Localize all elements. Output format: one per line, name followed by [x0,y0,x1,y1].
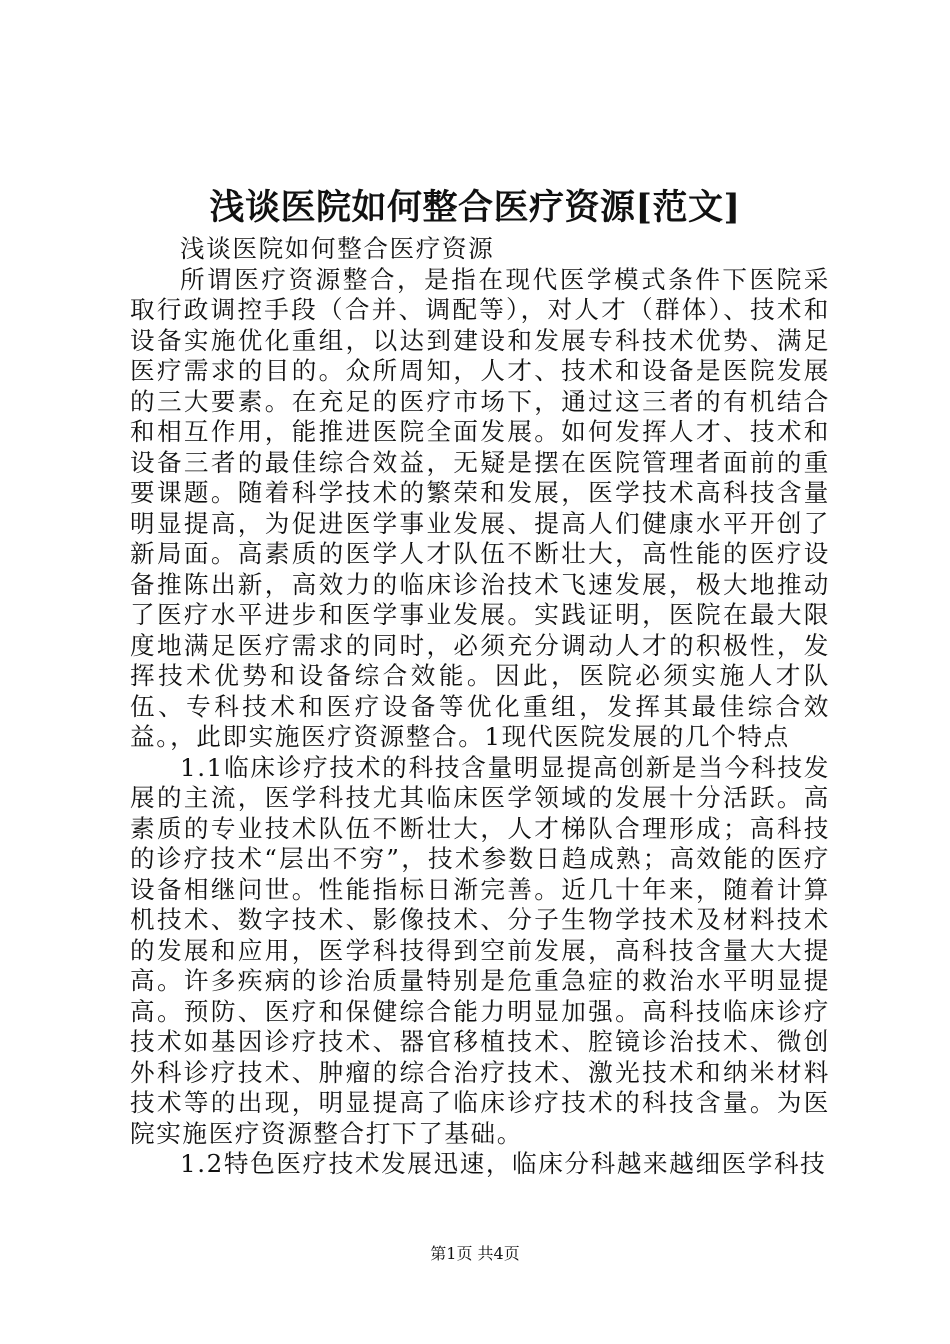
document-body [130,234,830,1180]
page-footer: 第1页 共4页 [430,1244,520,1263]
section-1-1-paragraph: 1.1临床诊疗技术的科技含量明显提高创新是当今科技发展的主流，医学科技尤其临床医学领域的发展十分活跃。高素质的专业技术队伍不断壮大，人才梯队合理形成；高科技的诊疗技术“层出不穷”，技术参数日趋成熟；高效能的医疗设备相继问世。性能指标日渐完善。近几十年来，随着计算机技术、数字技术、影像技术、分子生物学技术及材料技术的发展和应用，医学科技得到空前发展，高科技含量大大提高。许多疾病的诊治质量特别是危重急症的救治水平明显提高。预防、医疗和保健综合能力明显加强。高科技临床诊疗技术如基因诊疗技术、器官移植技术、腔镜诊治技术、微创外科诊疗技术、肿瘤的综合治疗技术、激光技术和纳米材料技术等的出现，明显提高了临床诊疗技术的科技含量。为医院实施医疗资源整合打下了基础。 [130,752,830,1148]
intro-paragraph: 所谓医疗资源整合，是指在现代医学模式条件下医院采取行政调控手段（合并、调配等），对人才（群体）、技术和设备实施优化重组，以达到建设和发展专科技术优势、满足医疗需求的目的。众所周知，人才、技术和设备是医院发展的三大要素。在充足的医疗市场下，通过这三者的有机结合和相互作用，能推进医院全面发展。如何发挥人才、技术和设备三者的最佳综合效益，无疑是摆在医院管理者面前的重要课题。随着科学技术的繁荣和发展，医学技术高科技含量明显提高，为促进医学事业发展、提高人们健康水平开创了新局面。高素质的医学人才队伍不断壮大，高性能的医疗设备推陈出新，高效力的临床诊治技术飞速发展，极大地推动了医疗水平进步和医学事业发展。实践证明，医院在最大限度地满足医疗需求的同时，必须充分调动人才的积极性，发挥技术优势和设备综合效能。因此，医院必须实施人才队伍、专科技术和医疗设备等优化重组，发挥其最佳综合效益。，此即实施医疗资源整合。1现代医院发展的几个特点 [130,264,830,751]
subtitle-paragraph: 浅谈医院如何整合医疗资源 [180,234,495,263]
section-1-2-paragraph: 1.2特色医疗技术发展迅速，临床分科越来越细医学科技 [180,1149,827,1178]
document-title: 浅谈医院如何整合医疗资源[范文] [209,187,741,228]
